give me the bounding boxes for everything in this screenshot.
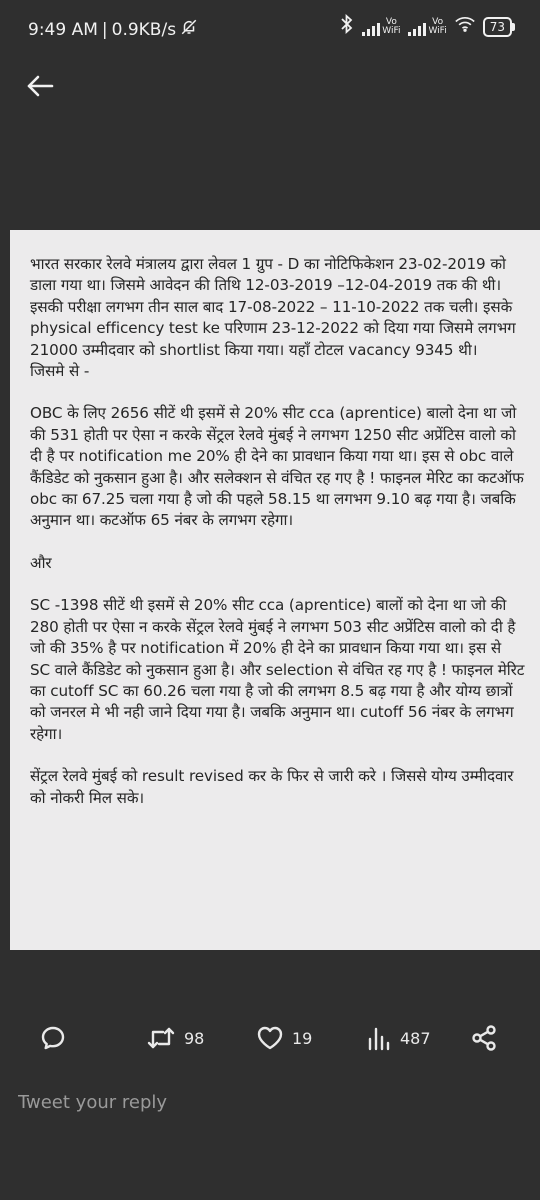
views-count: 487 [400,1028,431,1048]
signal-bars-icon [408,22,426,36]
media-paragraph-5: सेंट्रल रेलवे मुंबई को result revised कर के फिर से जारी करे । जिससे योग्य उम्मीदवार को नोकरी मिल सके। [30,767,514,807]
retweet-count: 98 [184,1028,205,1048]
bluetooth-icon [340,14,354,39]
media-paragraph-1b: जिसमे से - [30,362,90,381]
media-paragraph-2: OBC के लिए 2656 सीटें थी इसमें से 20% सीट cca (aprentice) बालो देना था जो की 531 होती पर ऐसा न करके सेंट्रल रेलवे मुंबई ने लगभग 1250 सीट अप्रेंटिस वालो को दी है पर notification me 20% ही देने का प्रावधान किया गया था। इस से obc वाले कैंडिडेट को नुकसान हुआ है। और सलेक्शन से वंचित रह गए है ! फाइनल मेरिट का कटऑफ obc का 67.25 चला गया है जो की पहले 58.15 था लगभग 9.10 बढ़ गया है। जबकि अनुमान था। कटऑफ 65 नंबर के लगभग रहेगा। [30,404,524,530]
bell-off-icon [180,18,198,41]
vowifi-bottom: WiFi [428,25,447,36]
retweet-icon [146,1026,176,1050]
back-arrow-icon [26,74,54,102]
status-left [28,18,198,41]
status-speed: 0.9KB/s [111,19,177,40]
wifi-icon [455,16,475,37]
status-bar [0,0,540,60]
tweet-media-image[interactable] [10,230,540,950]
media-text [30,254,525,830]
vowifi-top: Vo [385,16,397,27]
share-button[interactable] [470,1018,498,1058]
vowifi-top: Vo [432,16,444,27]
media-paragraph-3: और [30,553,52,572]
battery-indicator: 73 [483,17,512,37]
vowifi-signal-2 [408,18,446,36]
reply-button[interactable] [40,1018,66,1058]
like-button[interactable] [256,1018,312,1058]
tweet-action-bar [0,1018,540,1058]
reply-bubble-icon [40,1025,66,1051]
media-paragraph-4: SC -1398 सीटें थी इसमें से 20% सीट cca (aprentice) बालों को देना था जो की 280 होती पर ऐसा न करके सेंट्रल रेलवे मुंबई ने लगभग 503 सीट अप्रेंटिस वालो को दी है जो की 35% है पर notification में 20% ही देने का प्रावधान किया गया था। इस से SC वाले कैंडिडेट को नुकसान हुआ है। और selection से वंचित रह गए है ! फाइनल मेरिट का cutoff SC का 60.26 चला गया है जो की लगभग 8.5 बढ़ गया है और योग्य छात्रों को जनरल मे भी नही जाने दिया गया है। जबकि अनुमान था। cutoff 56 नंबर के लगभग रहेगा। [30,596,525,743]
status-right [340,14,512,39]
reply-bar [0,1080,540,1124]
views-bars-icon [366,1025,392,1051]
media-paragraph-1: भारत सरकार रेलवे मंत्रालय द्वारा लेवल 1 ग्रुप - D का नोटिफिकेशन 23-02-2019 को डाला गया था। जिसमे आवेदन की तिथि 12-03-2019 –12-04-2019 तक की थी। इसकी परीक्षा लगभग तीन साल बाद 17-08-2022 – 11-10-2022 तक चली। इसके physical efficency test ke परिणाम 23-12-2022 को दिया गया जिसमे लगभग 21000 उम्मीदवार को shortlist किया गया। यहाँ टोटल vacancy 9345 थी। [30,255,516,359]
vowifi-bottom: WiFi [382,25,401,36]
status-separator: | [101,19,108,40]
heart-icon [256,1025,284,1051]
retweet-button[interactable] [146,1018,204,1058]
status-time: 9:49 AM [28,19,98,40]
reply-input[interactable] [18,1088,518,1116]
share-icon [470,1024,498,1052]
signal-bars-icon [362,22,380,36]
like-count: 19 [292,1028,313,1048]
views-button[interactable] [366,1018,431,1058]
vowifi-signal-1 [362,18,400,36]
back-button[interactable] [22,70,58,106]
